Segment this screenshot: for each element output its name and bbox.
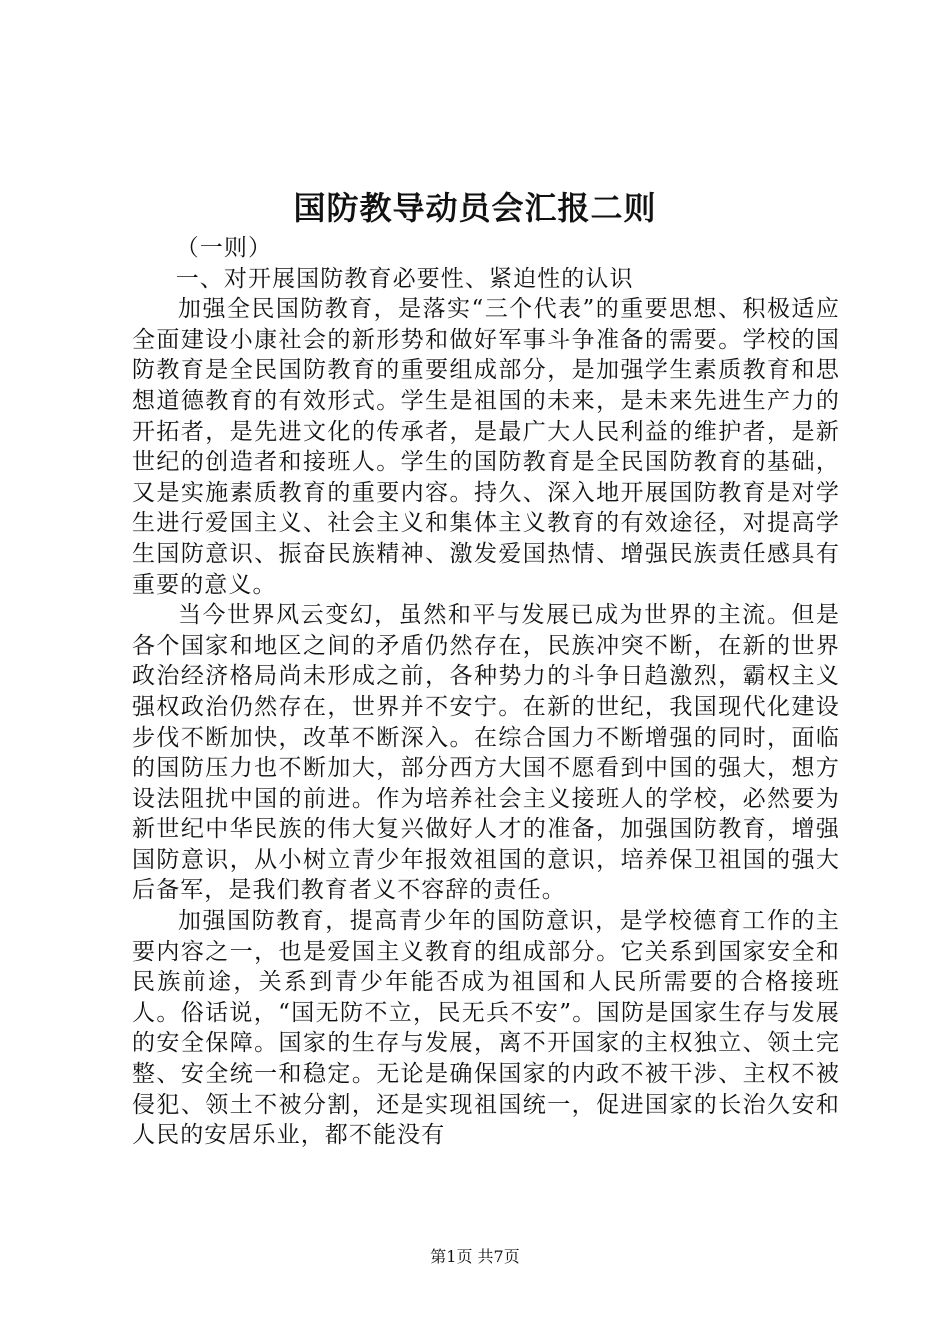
paragraph-2: 当今世界风云变幻，虽然和平与发展已成为世界的主流。但是各个国家和地区之间的矛盾仍然存在，民族冲突不断，在新的世界政治经济格局尚未形成之前，各种势力的斗争日趋激烈，霸权主义强权政治仍然存在，世界并不安宁。在新的世纪，我国现代化建设步伐不断加快，改革不断深入。在综合国力不断增强的同时，面临的国防压力也不断加大，部分西方大国不愿看到中国的强大，想方设法阻扰中国的前进。作为培养社会主义接班人的学校，必然要为新世纪中华民族的伟大复兴做好人才的准备，加强国防教育，增强国防意识，从小树立青少年报效祖国的意识，培养保卫祖国的强大后备军，是我们教育者义不容辞的责任。 (132, 602, 840, 904)
page-footer: 第1页 共7页 (430, 1247, 520, 1266)
paragraph-1: 加强全民国防教育，是落实“三个代表”的重要思想、积极适应全面建设小康社会的新形势和做好军事斗争准备的需要。学校的国防教育是全民国防教育的重要组成部分，是加强学生素质教育和思想道德教育的有效形式。学生是祖国的未来，是未来先进生产力的开拓者，是先进文化的传承者，是最广大人民利益的维护者，是新世纪的创造者和接班人。学生的国防教育是全民国防教育的基础，又是实施素质教育的重要内容。持久、深入地开展国防教育是对学生进行爱国主义、社会主义和集体主义教育的有效途径，对提高学生国防意识、振奋民族精神、激发爱国热情、增强民族责任感具有重要的意义。 (132, 296, 840, 598)
section-heading: 一、对开展国防教育必要性、紧迫性的认识 (175, 265, 634, 292)
document-title: 国防教导动员会汇报二则 (293, 189, 657, 227)
paragraph-3: 加强国防教育，提高青少年的国防意识，是学校德育工作的主要内容之一，也是爱国主义教育的组成部分。它关系到国家安全和民族前途，关系到青少年能否成为祖国和人民所需要的合格接班人。俗话说，“国无防不立，民无兵不安”。国防是国家生存与发展的安全保障。国家的生存与发展，离不开国家的主权独立、领土完整、安全统一和稳定。无论是确保国家的内政不被干涉、主权不被侵犯、领土不被分割，还是实现祖国统一，促进国家的长治久安和人民的安居乐业，都不能没有 (132, 908, 840, 1149)
subtitle: （一则） (175, 235, 273, 261)
document-body (132, 233, 840, 1151)
